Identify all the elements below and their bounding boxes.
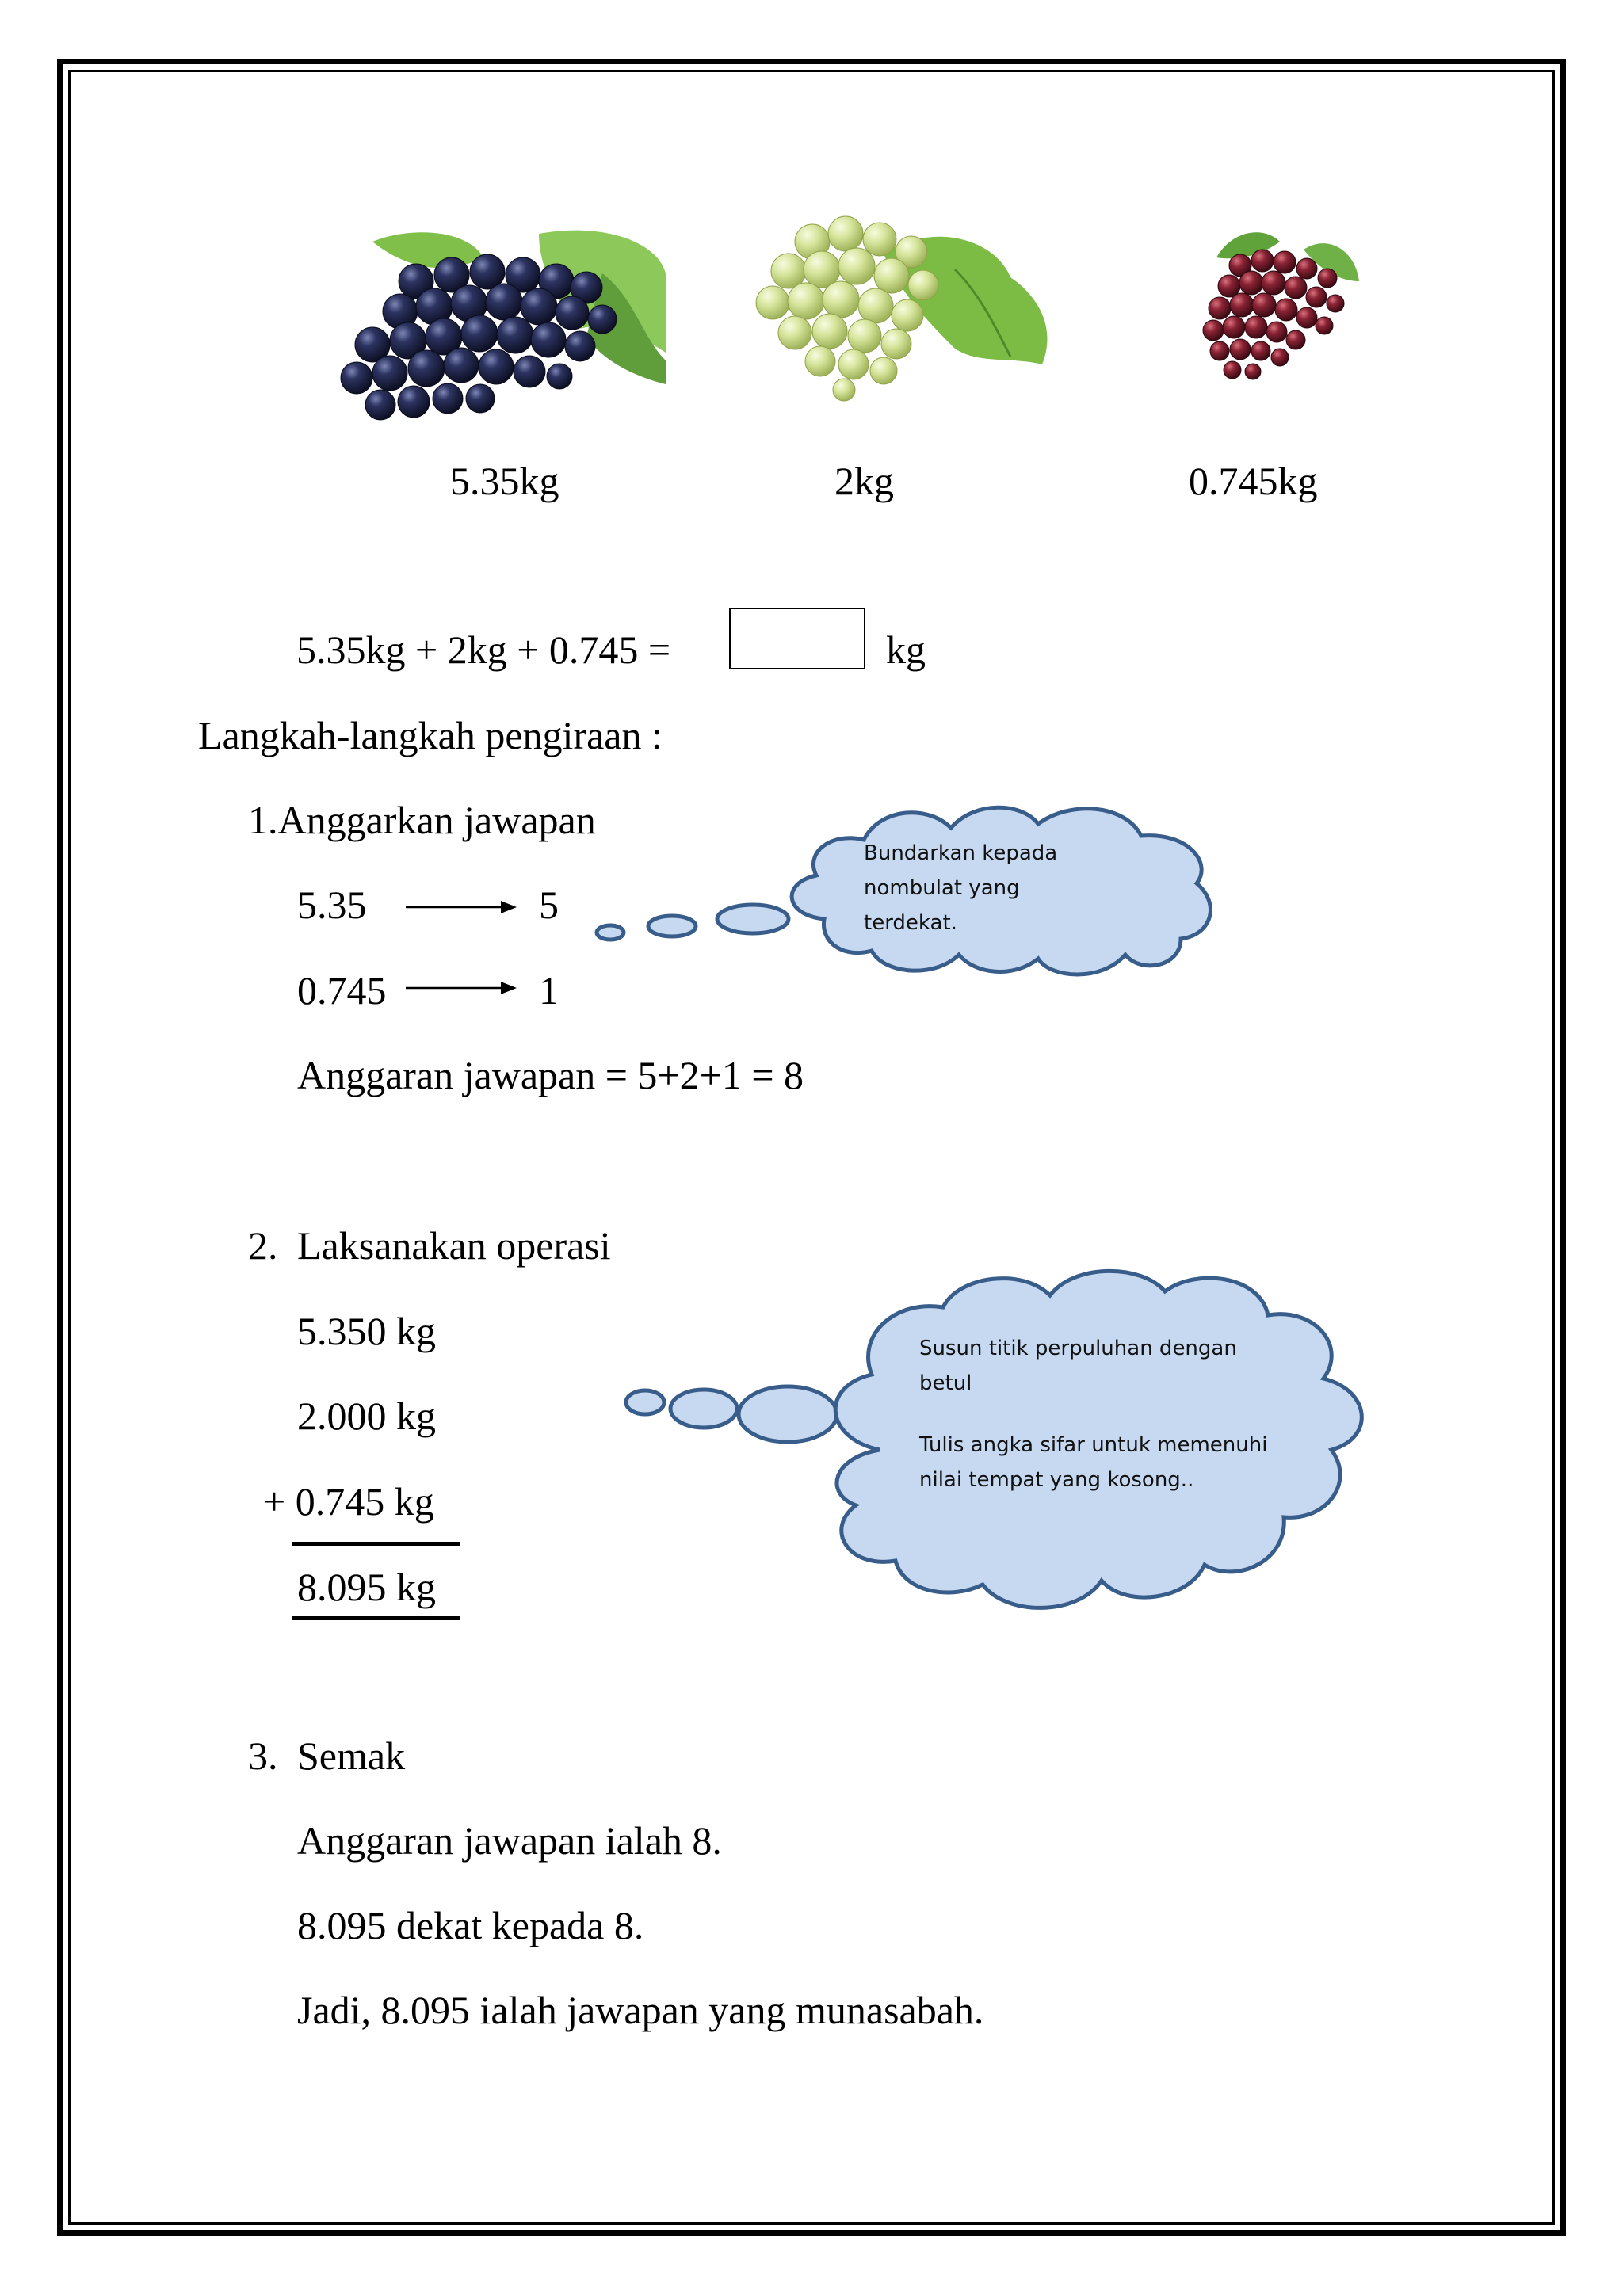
step1-row1-to: 5 — [539, 883, 559, 927]
equation-unit: kg — [886, 627, 926, 672]
step3-number: 3. — [248, 1733, 278, 1778]
green-grapes-image — [725, 206, 1058, 400]
equation-left: 5.35kg + 2kg + 0.745 = — [296, 627, 671, 672]
thought-cloud-1-text: Bundarkan kepada nombulat yang terdekat. — [864, 841, 1058, 935]
step1-row1-from: 5.35 — [297, 883, 367, 927]
step1-row2-from: 0.745 — [297, 968, 387, 1013]
arrow-right-icon — [406, 976, 517, 1000]
red-grapes-image — [1185, 226, 1363, 392]
step1-title: 1.Anggarkan jawapan — [248, 798, 596, 842]
sum-rule-bottom — [292, 1616, 460, 1620]
step1-result: Anggaran jawapan = 5+2+1 = 8 — [297, 1053, 804, 1097]
weight-label-green: 2kg — [834, 459, 894, 503]
step2-title: Laksanakan operasi — [297, 1223, 611, 1268]
step2-line3: + 0.745 kg — [263, 1479, 434, 1524]
answer-box[interactable] — [729, 608, 865, 669]
arrow-right-icon — [406, 895, 517, 919]
step2-line1: 5.350 kg — [297, 1309, 436, 1353]
black-grapes-image — [341, 226, 666, 424]
sum-rule-top — [292, 1542, 460, 1546]
step3-line3: Jadi, 8.095 ialah jawapan yang munasabah. — [297, 1988, 984, 2032]
step2-number: 2. — [248, 1223, 278, 1268]
thought-cloud-2-text-2: Tulis angka sifar untuk memenuhi nilai tempat yang kosong.. — [919, 1433, 1268, 1492]
weight-label-red: 0.745kg — [1189, 459, 1318, 503]
step1-row2-to: 1 — [539, 968, 559, 1013]
steps-heading: Langkah-langkah pengiraan : — [198, 713, 663, 757]
weight-label-black: 5.35kg — [450, 459, 559, 503]
step2-line2: 2.000 kg — [297, 1394, 436, 1438]
step2-total: 8.095 kg — [297, 1565, 436, 1609]
step3-title: Semak — [297, 1733, 406, 1778]
thought-cloud-2-text-1: Susun titik perpuluhan dengan betul — [919, 1337, 1237, 1395]
step3-line1: Anggaran jawapan ialah 8. — [297, 1818, 722, 1863]
step3-line2: 8.095 dekat kepada 8. — [297, 1903, 644, 1947]
